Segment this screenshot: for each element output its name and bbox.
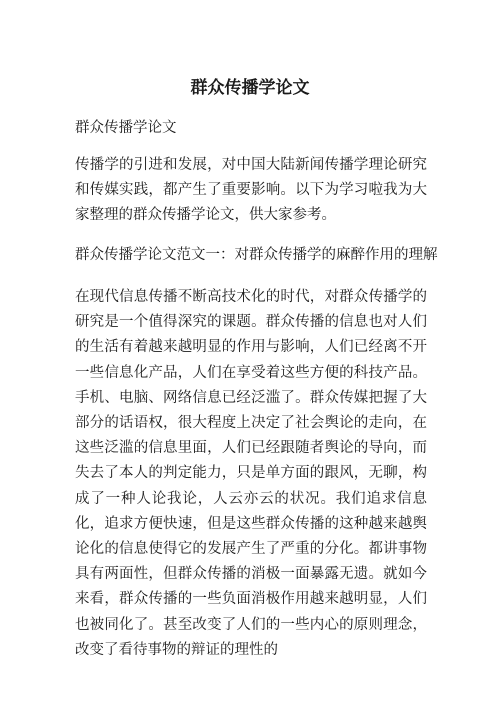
section-heading: 群众传播学论文范文一：对群众传播学的麻醉作用的理解 xyxy=(75,247,438,263)
body-paragraph: 在现代信息传播不断高技术化的时代，对群众传播学的研究是一个值得深究的课题。群众传播的信息也对人们的生活有着越来越明显的作用与影响，人们已经离不开一些信息化产品，人们在享受着这些方便的科技产品。手机、电脑、网络信息已经泛滥了。群众传媒把握了大部分的话语权，很大程度上决定了社会舆论的走向，在这些泛滥的信息里面，人们已经跟随者舆论的导向，而失去了本人的判定能力，只是单方面的跟风，无聊，构成了一种人论我论，人云亦云的状况。我们追求信息化，追求方便快速，但是这些群众传播的这种越来越舆论化的信息使得它的发展产生了严重的分化。都讲事物具有两面性，但群众传播的消极一面暴露无遗。就如今来看，群众传播的一些负面消极作用越来越明显，人们也被同化了。甚至改变了人们的一些内心的原则理念，改变了看待事物的辩证的理性的 xyxy=(75,289,427,658)
document-title: 群众传播学论文 xyxy=(190,78,310,98)
document-subtitle: 群众传播学论文 xyxy=(75,120,177,136)
intro-paragraph: 传播学的引进和发展，对中国大陆新闻传播学理论研究和传媒实践，都产生了重要影响。以下为学习啦我为大家整理的群众传播学论文，供大家参考。 xyxy=(75,157,427,224)
